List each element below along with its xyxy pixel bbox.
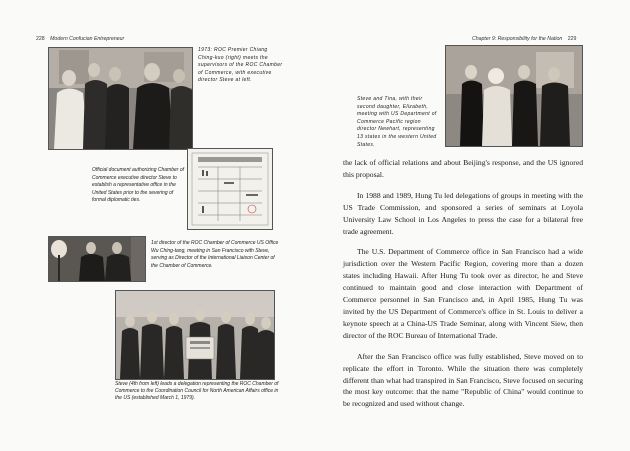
paragraph-3: The U.S. Department of Commerce office in San Francisco had a wide jurisdiction over the Western Pacific Region, covering more than a dozen states including Hawaii. After Hung Tu took over as director, he and Steve continued to maintain good and close interaction with Department of Commerce personnel in San Francisco and, in April 1985, Hung Tu was invited by the US Department of Commerce's office in St. Louis to deliver a keynote speech at a China-US Trade Seminar, along with Vincent Siew, then director of the ROC Bureau of International Trade. <box>343 247 583 340</box>
photo-delegation <box>115 290 275 380</box>
photo-chiang-meeting-image <box>49 48 192 149</box>
photo-document-caption: Official document authorizing Chamber of Commerce executive director Steve to establish a representative office in the United States prior to the severing of formal diplomatic ties. <box>92 167 184 204</box>
photo-steve-tina-image <box>446 46 582 146</box>
left-page-number: 228 <box>36 36 45 42</box>
left-running-head <box>36 36 124 42</box>
right-page-number: 229 <box>567 36 577 42</box>
photo-official-document <box>187 148 273 230</box>
photo-wu-meeting <box>48 236 146 282</box>
right-running-head <box>472 36 580 42</box>
right-chapter-title: Chapter 9: Responsibility for the Nation <box>472 36 563 42</box>
photo-chiang-caption: 1973: ROC Premier Chiang Ching-kuo (right) meets the supervisors of the ROC Chamber of Commerce, with executive director Steve at left. <box>198 47 283 84</box>
photo-steve-tina <box>445 45 583 147</box>
paragraph-2: In 1988 and 1989, Hung Tu led delegations of groups in meeting with the US Trade Commission, and sponsored a series of seminars at Loyola University Law School in Los Angeles to press the case for a bilateral free trade agreement. <box>343 190 583 236</box>
body-text <box>343 157 583 419</box>
photo-chiang-meeting <box>48 47 193 150</box>
photo-steve-tina-caption: Steve and Tina, with their second daughter, Elizabeth, meeting with US Department of Commerce Pacific region director Newhart, representing 13 states in the western United States. <box>357 96 437 148</box>
photo-wu-meeting-image <box>49 237 145 281</box>
paragraph-4: After the San Francisco office was fully established, Steve moved on to replicate the effort in Toronto. While the situation there was completely different than what had transpired in San Francisco, Steve focused on securing the most key outcome: that the name "Republic of China" would continue to be recognized and used without change. <box>343 351 583 409</box>
photo-delegation-caption: Steve (4th from left) leads a delegation representing the ROC Chamber of Commerce to the Coordination Council for North American Affairs office in the US (established March 1, 1979). <box>115 381 279 402</box>
photo-wu-caption: 1st director of the ROC Chamber of Commerce US Office Wu Ching-tang, meeting in San Francisco with Steve, serving as Director of the International Liaison Center of the Chamber of Commerce. <box>151 240 279 269</box>
paragraph-1: the lack of official relations and about Beijing's response, and the US ignored this proposal. <box>343 158 583 179</box>
left-book-title: Modern Confucian Entrepreneur <box>50 36 125 42</box>
photo-delegation-image <box>116 291 274 379</box>
official-document-image <box>188 149 272 229</box>
